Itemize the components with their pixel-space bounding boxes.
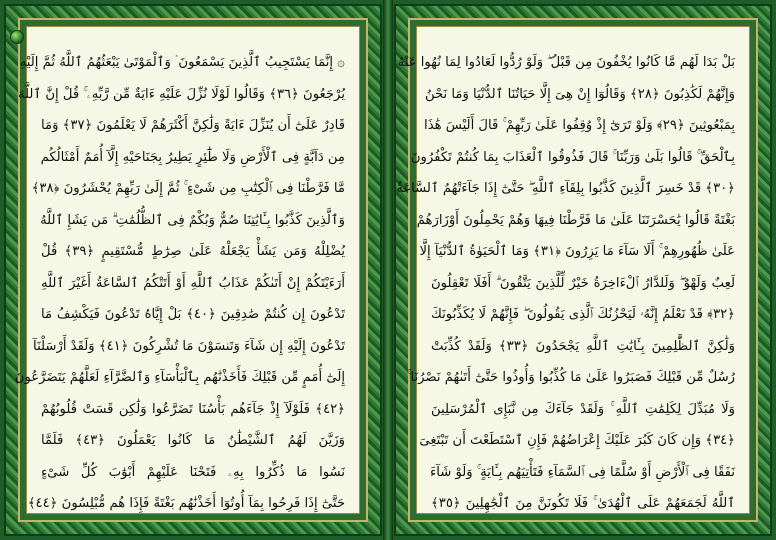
text-line: ﴿٣٢﴾ قَدْ نَعْلَمُ إِنَّهُۥ لَيَحْزُنُكَ ٱلَّذِى يَقُولُونَ ۖ فَإِنَّهُمْ لَا يُكَذِّبُونَكَ [431,307,735,322]
left-page-frame [14,18,368,522]
text-line: بَلْ بَدَا لَهُم مَّا كَانُوا يُخْفُونَ مِن قَبْلُ ۖ وَلَوْ رُدُّوا لَعَادُوا لِمَا نُهُوا عَنْهُ [397,55,735,70]
text-line: ﴿٣٤﴾ وَإِن كَانَ كَبُرَ عَلَيْكَ إِعْرَاضُهُمْ فَإِنِ ٱسْتَطَعْتَ أَن تَبْتَغِىَ [419,433,735,448]
left-page [4,4,382,536]
text-line: مِن دَآبَّةٍ فِى ٱلْأَرْضِ وَلَا طَٰٓئِرٍ يَطِيرُ بِجَنَاحَيْهِ إِلَّآ أُمَمٌ أَمْثَالُكُم [40,149,345,165]
text-line: مَّا فَرَّطْنَا فِى ٱلْكِتَٰبِ مِن شَىْءٍ ۚ ثُمَّ إِلَىٰ رَبِّهِمْ يُحْشَرُونَ ﴿٣٨﴾ [31,181,345,196]
left-page-text-area [14,26,360,514]
text-line: يُضْلِلْهُ وَمَن يَشَأْ يَجْعَلْهُ عَلَىٰ صِرَٰطٍ مُّسْتَقِيمٍ ﴿٣٩﴾ قُلْ [41,244,346,259]
text-line: ٱللَّهُ لَجَمَعَهُمْ عَلَى ٱلْهُدَىٰ ۚ فَلَا تَكُونَنَّ مِنَ ٱلْجَٰهِلِينَ ﴿٣٥﴾ [431,496,735,511]
text-line: وَٱلَّذِينَ كَذَّبُوا بِـَٔايَٰتِنَا صُمٌّ وَبُكْمٌ فِى ٱلظُّلُمَٰتِ ۗ مَن يَشَإِ ٱللَّهُ [40,212,345,228]
text-line: وَلَا مُبَدِّلَ لِكَلِمَٰتِ ٱللَّهِ ۚ وَلَقَدْ جَآءَكَ مِن نَّبَإِى ٱلْمُرْسَلِينَ [431,401,735,417]
text-line: تَدْعُونَ إِلَيْهِ إِن شَآءَ وَتَنسَوْنَ مَا تُشْرِكُونَ ﴿٤١﴾ وَلَقَدْ أَرْسَلْنَآ [33,338,345,354]
text-line: بِمَبْعُوثِينَ ﴿٢٩﴾ وَلَوْ تَرَىٰٓ إِذْ وُقِفُوا عَلَىٰ رَبِّهِمْ ۚ قَالَ أَلَيْسَ هَٰذَا [424,118,735,133]
text-line: نَفَقًا فِى ٱلْأَرْضِ أَوْ سُلَّمًا فِى ٱلسَّمَآءِ فَتَأْتِيَهُم بِـَٔايَةٍ ۚ وَلَوْ شَآءَ [430,464,735,480]
text-line: تَدْعُونَ إِن كُنتُمْ صَٰدِقِينَ ﴿٤٠﴾ بَلْ إِيَّاهُ تَدْعُونَ فَيَكْشِفُ مَا [41,307,345,322]
text-line: رُسُلٌ مِّن قَبْلِكَ فَصَبَرُوا عَلَىٰ مَا كُذِّبُوا وَأُوذُوا حَتَّىٰٓ أَتَىٰهُمْ نَصْرُنَا ۚ [407,370,735,385]
text-line: أَرَءَيْتَكُمْ إِنْ أَتَىٰكُمْ عَذَابُ ٱللَّهِ أَوْ أَتَتْكُمُ ٱلسَّاعَةُ أَغَيْرَ ٱللَّهِ [41,275,345,291]
right-page-text [396,47,735,520]
right-page [394,4,772,536]
text-line: إِلَىٰٓ أُمَمٍ مِّن قَبْلِكَ فَأَخَذْنَٰهُم بِٱلْبَأْسَآءِ وَٱلضَّرَّآءِ لَعَلَّهُمْ يَتَضَرَّعُونَ [14,370,345,385]
text-line: بِٱلْحَقِّ ۚ قَالُوا بَلَىٰ وَرَبِّنَا ۚ قَالَ فَذُوقُوا ٱلْعَذَابَ بِمَا كُنتُمْ تَكْفُرُونَ [410,149,735,165]
text-line: لَعِبٌ وَلَهْوٌ ۖ وَلَلدَّارُ ٱلْءَاخِرَةُ خَيْرٌ لِّلَّذِينَ يَتَّقُونَ ۗ أَفَلَا تَعْقِلُونَ [431,275,735,291]
right-page-text-area [396,26,750,514]
hizb-marker-icon [10,30,24,44]
text-line: بَغْتَةً قَالُوا يَٰحَسْرَتَنَا عَلَىٰ مَا فَرَّطْنَا فِيهَا وَهُمْ يَحْمِلُونَ أَوْزَارَهُمْ [416,212,735,228]
text-line: وَلَٰكِنَّ ٱلظَّٰلِمِينَ بِـَٔايَٰتِ ٱللَّهِ يَجْحَدُونَ ﴿٣٣﴾ وَلَقَدْ كُذِّبَتْ [431,338,735,354]
text-line: نَسُوا مَا ذُكِّرُوا بِهِۦ فَتَحْنَا عَلَيْهِمْ أَبْوَٰبَ كُلِّ شَىْءٍ [41,464,345,480]
right-page-frame [396,18,758,522]
text-line: قَادِرٌ عَلَىٰٓ أَن يُنَزِّلَ ءَايَةً وَلَٰكِنَّ أَكْثَرَهُمْ لَا يَعْلَمُونَ ﴿٣٧﴾ وَمَا [41,118,346,133]
text-line: عَلَىٰ ظُهُورِهِمْ ۚ أَلَا سَآءَ مَا يَزِرُونَ ﴿٣١﴾ وَمَا ٱلْحَيَوٰةُ ٱلدُّنْيَآ إِلَّا [419,244,735,259]
text-line: وَزَيَّنَ لَهُمُ ٱلشَّيْطَٰنُ مَا كَانُوا يَعْمَلُونَ ﴿٤٣﴾ فَلَمَّا [41,433,345,448]
book-spine [383,0,393,540]
text-line: ۞ إِنَّمَا يَسْتَجِيبُ ٱلَّذِينَ يَسْمَعُونَ ۘ وَٱلْمَوْتَىٰ يَبْعَثُهُمُ ٱللَّهُ ثُمَّ إِلَيْهِ [19,55,345,70]
text-line: وَإِنَّهُمْ لَكَٰذِبُونَ ﴿٢٨﴾ وَقَالُوٓا إِنْ هِىَ إِلَّا حَيَاتُنَا ٱلدُّنْيَا وَمَا نَحْنُ [425,86,735,102]
left-page-text [14,47,346,520]
text-line: حَتَّىٰٓ إِذَا فَرِحُوا بِمَآ أُوتُوٓا أَخَذْنَٰهُم بَغْتَةً فَإِذَا هُم مُّبْلِسُونَ ﴿٤٤﴾ [27,496,345,511]
text-line: يُرْجَعُونَ ﴿٣٦﴾ وَقَالُوا لَوْلَا نُزِّلَ عَلَيْهِ ءَايَةٌ مِّن رَّبِّهِۦ ۚ قُلْ إِنَّ ٱللَّهَ [17,86,345,102]
text-line: ﴿٣٠﴾ قَدْ خَسِرَ ٱلَّذِينَ كَذَّبُوا بِلِقَآءِ ٱللَّهِ ۖ حَتَّىٰٓ إِذَا جَآءَتْهُمُ ٱلسَّاعَةُ [396,181,735,196]
text-line: ﴿٤٢﴾ فَلَوْلَآ إِذْ جَآءَهُم بَأْسُنَا تَضَرَّعُوا وَلَٰكِن قَسَتْ قُلُوبُهُمْ [41,401,345,417]
